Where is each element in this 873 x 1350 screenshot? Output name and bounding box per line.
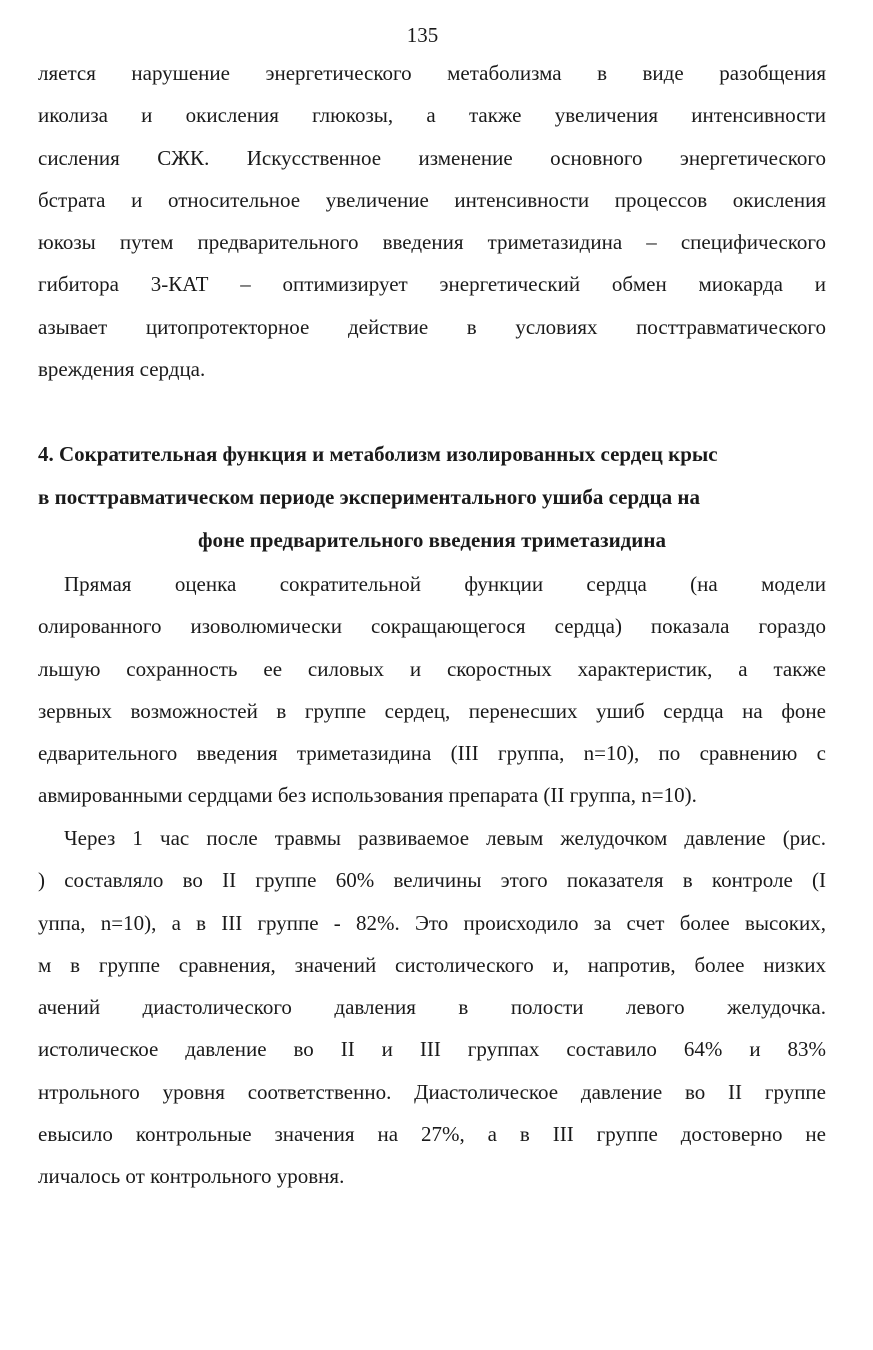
paragraph-line: гибитора 3-КАТ – оптимизирует энергетический обмен миокарда и xyxy=(38,272,826,297)
paragraph-line: вреждения сердца. xyxy=(38,357,206,382)
paragraph-line: азывает цитопротекторное действие в условиях посттравматического xyxy=(38,314,826,339)
paragraph-line: зервных возможностей в группе сердец, перенесших ушиб сердца на фоне xyxy=(38,698,826,723)
heading-line: в посттравматическом периоде экспериментального ушиба сердца на xyxy=(38,485,700,509)
paragraph-line: льшую сохранность ее силовых и скоростных характеристик, а также xyxy=(38,656,826,681)
paragraph-line: Через 1 час после травмы развиваемое левым желудочком давление (рис. xyxy=(64,826,826,850)
paragraph-line: Прямая оценка сократительной функции сердца (на модели xyxy=(64,572,826,596)
paragraph-line: нтрольного уровня соответственно. Диастолическое давление во II группе xyxy=(38,1079,826,1104)
heading-line: 4. Сократительная функция и метаболизм изолированных сердец крыс xyxy=(38,442,718,466)
paragraph-line: иколиза и окисления глюкозы, а также увеличения интенсивности xyxy=(38,103,826,128)
paragraph-1 xyxy=(38,52,826,390)
paragraph-line: м в группе сравнения, значений систолического и, напротив, более низких xyxy=(38,952,826,977)
paragraph-2 xyxy=(38,563,826,817)
paragraph-line: ачений диастолического давления в полости левого желудочка. xyxy=(38,995,826,1020)
page-number: 135 xyxy=(406,23,439,47)
paragraph-line: евысило контрольные значения на 27%, а в III группе достоверно не xyxy=(38,1122,826,1147)
paragraph-line: уппа, n=10), а в III группе - 82%. Это происходило за счет более высоких, xyxy=(38,910,826,935)
paragraph-line: ляется нарушение энергетического метаболизма в виде разобщения xyxy=(38,61,826,85)
paragraph-line: авмированными сердцами без использования препарата (II группа, n=10). xyxy=(38,783,697,808)
paragraph-line: бстрата и относительное увеличение интенсивности процессов окисления xyxy=(38,187,826,212)
paragraph-line: истолическое давление во II и III группах составило 64% и 83% xyxy=(38,1037,826,1062)
paragraph-line: ) составляло во II группе 60% величины этого показателя в контроле (I xyxy=(38,868,826,893)
paragraph-line: личалось от контрольного уровня. xyxy=(38,1164,345,1189)
paragraph-line: юкозы путем предварительного введения триметазидина – специфического xyxy=(38,230,826,255)
paragraph-line: олированного изоволюмически сокращающегося сердца) показала гораздо xyxy=(38,614,826,639)
heading-line: фоне предварительного введения триметазидина xyxy=(197,528,667,552)
paragraph-3 xyxy=(38,817,826,1198)
section-heading xyxy=(38,433,826,562)
paragraph-line: едварительного введения триметазидина (III группа, n=10), по сравнению с xyxy=(38,741,826,766)
paragraph-line: сисления СЖК. Искусственное изменение основного энергетического xyxy=(38,145,826,170)
